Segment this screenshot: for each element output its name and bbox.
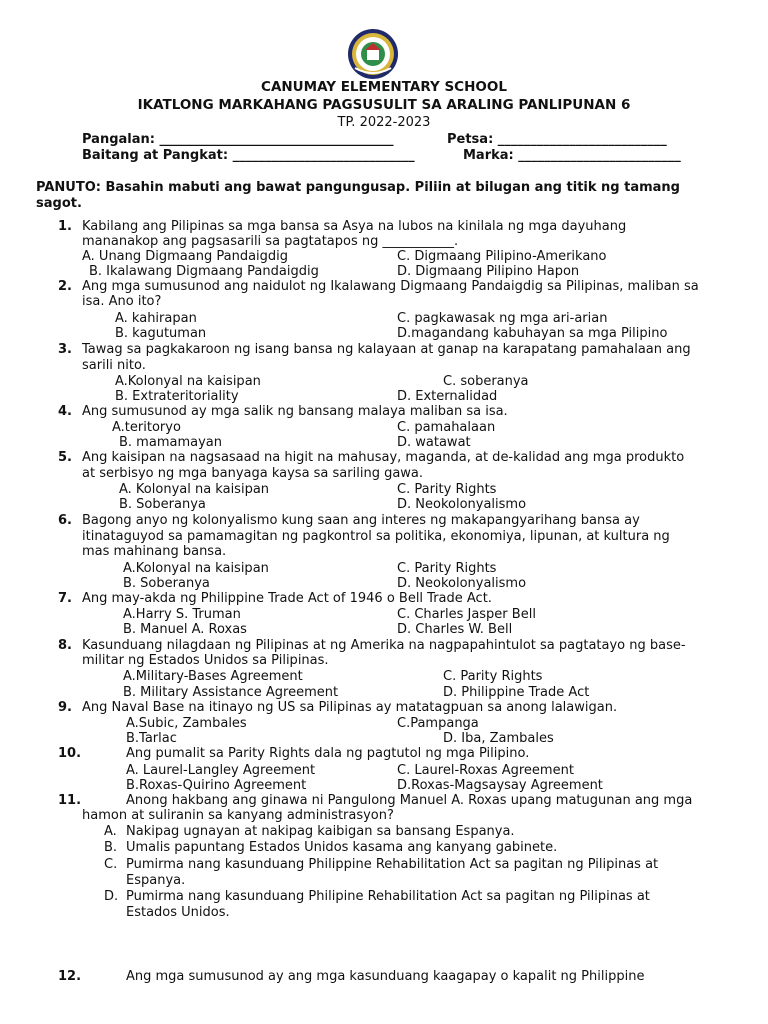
question-text: Anong hakbang ang ginawa ni Pangulong Manuel A. Roxas upang matugunan ang mga <box>126 793 693 808</box>
choice-b: B. Soberanya <box>123 576 210 591</box>
choice-a: A.Subic, Zambales <box>126 716 247 731</box>
choice-a: A.Harry S. Truman <box>123 607 241 622</box>
choice-b: B.Roxas-Quirino Agreement <box>126 778 307 793</box>
choice-c: C.Pampanga <box>397 716 479 731</box>
choice-d: D. Neokolonyalismo <box>397 497 527 512</box>
question-text: Ang may-akda ng Philippine Trade Act of 1946 o Bell Trade Act. <box>82 591 492 606</box>
choice-d: D. watawat <box>397 435 471 450</box>
choice-c: C. Charles Jasper Bell <box>397 607 536 622</box>
question-number: 10. <box>58 746 82 761</box>
question-number: 5. <box>58 450 72 465</box>
question-text: Ang mga sumusunod ay ang mga kasunduang kaagapay o kapalit ng Philippine <box>126 969 645 984</box>
choice-b: B. Ikalawang Digmaang Pandaigdig <box>89 264 319 279</box>
choice-b: B. mamamayan <box>119 435 222 450</box>
question-text: Ang sumusunod ay mga salik ng bansang malaya maliban sa isa. <box>82 404 508 419</box>
choice-d: D. Iba, Zambales <box>443 731 554 746</box>
choice-c: C. soberanya <box>443 374 529 389</box>
school-year: TP. 2022-2023 <box>337 115 431 130</box>
choice-b: B. Soberanya <box>119 497 206 512</box>
exam-title: IKATLONG MARKAHANG PAGSUSULIT SA ARALING PANLIPUNAN 6 <box>137 97 631 113</box>
school-name: CANUMAY ELEMENTARY SCHOOL <box>261 79 507 95</box>
grade-section-field: Baitang at Pangkat: ____________________________ <box>82 148 415 163</box>
choice-c: C. Parity Rights <box>397 482 497 497</box>
question-text: sarili nito. <box>82 358 146 373</box>
score-field: Marka: _________________________ <box>463 148 681 163</box>
question-number: 11. <box>58 793 82 808</box>
question-number: 3. <box>58 342 72 357</box>
question-text: Tawag sa pagkakaroon ng isang bansa ng kalayaan at ganap na karapatang pamahalaan ang <box>82 342 691 357</box>
question-text: Kabilang ang Pilipinas sa mga bansa sa Asya na lubos na kinilala ng mga dayuhang <box>82 219 627 234</box>
question-text: at serbisyo ng mga banyaga kaysa sa sariling gawa. <box>82 466 424 481</box>
choice-d: D. Digmaang Pilipino Hapon <box>397 264 580 279</box>
question-text: itinataguyod sa pamamagitan ng pagkontrol sa politika, ekonomiya, lipunan, at kultura ng <box>82 529 670 544</box>
school-seal-logo <box>347 28 399 80</box>
choice-b: B. kagutuman <box>115 326 207 341</box>
question-text: mananakop ang pagsasarili sa pagtatapos ng ___________. <box>82 234 459 249</box>
choice-a: A.teritoryo <box>112 420 181 435</box>
question-text: militar ng Estados Unidos sa Pilipinas. <box>82 653 329 668</box>
question-number: 2. <box>58 279 72 294</box>
choice-a: A. Kolonyal na kaisipan <box>119 482 270 497</box>
choice-letter-d: D. <box>104 889 119 904</box>
question-text: Kasunduang nilagdaan ng Pilipinas at ng Amerika na nagpapahintulot sa pagtatayo ng base- <box>82 638 686 653</box>
choice-a: A.Kolonyal na kaisipan <box>123 561 269 576</box>
choice-c: C. Digmaang Pilipino-Amerikano <box>397 249 607 264</box>
choice-d-text: Estados Unidos. <box>126 905 230 920</box>
question-text: Ang pumalit sa Parity Rights dala ng pagtutol ng mga Pilipino. <box>126 746 530 761</box>
instructions-line-2: sagot. <box>36 196 82 211</box>
question-text: Bagong anyo ng kolonyalismo kung saan ang interes ng makapangyarihang bansa ay <box>82 513 640 528</box>
choice-c-text: Pumirma nang kasunduang Philippine Rehabilitation Act sa pagitan ng Pilipinas at <box>126 857 659 872</box>
choice-a-text: Nakipag ugnayan at nakipag kaibigan sa bansang Espanya. <box>126 824 515 839</box>
choice-letter-a: A. <box>104 824 117 839</box>
choice-c-text: Espanya. <box>126 873 186 888</box>
choice-c: C. Parity Rights <box>397 561 497 576</box>
choice-a: A.Military-Bases Agreement <box>123 669 303 684</box>
choice-b: B. Manuel A. Roxas <box>123 622 247 637</box>
choice-b: B.Tarlac <box>126 731 177 746</box>
choice-c: C. pagkawasak ng mga ari-arian <box>397 311 608 326</box>
question-number: 8. <box>58 638 72 653</box>
choice-a: A.Kolonyal na kaisipan <box>115 374 261 389</box>
question-number: 4. <box>58 404 72 419</box>
question-text: Ang mga sumusunod ang naidulot ng Ikalawang Digmaang Pandaigdig sa Pilipinas, maliban sa <box>82 279 699 294</box>
choice-letter-c: C. <box>104 857 118 872</box>
question-text: Ang kaisipan na nagsasaad na higit na mahusay, maganda, at de-kalidad ang mga produkto <box>82 450 685 465</box>
choice-c: C. Parity Rights <box>443 669 543 684</box>
choice-b-text: Umalis papuntang Estados Unidos kasama ang kanyang gabinete. <box>126 840 558 855</box>
choice-d: D. Charles W. Bell <box>397 622 513 637</box>
question-text: mas mahinang bansa. <box>82 544 227 559</box>
question-number: 7. <box>58 591 72 606</box>
choice-b: B. Extrateritoriality <box>115 389 239 404</box>
choice-a: A. Unang Digmaang Pandaigdig <box>82 249 289 264</box>
choice-b: B. Military Assistance Agreement <box>123 685 339 700</box>
choice-d-text: Pumirma nang kasunduang Philipine Rehabilitation Act sa pagitan ng Pilipinas at <box>126 889 650 904</box>
name-field: Pangalan: ____________________________________ <box>82 132 394 147</box>
choice-c: C. Laurel-Roxas Agreement <box>397 763 574 778</box>
question-text: hamon at suliranin sa kanyang administrasyon? <box>82 808 394 823</box>
question-number: 12. <box>58 969 82 984</box>
instructions-line-1: PANUTO: Basahin mabuti ang bawat pangungusap. Piliin at bilugan ang titik ng tamang <box>36 180 680 195</box>
question-text: Ang Naval Base na itinayo ng US sa Pilipinas ay matatagpuan sa anong lalawigan. <box>82 700 618 715</box>
choice-d: D.magandang kabuhayan sa mga Pilipino <box>397 326 668 341</box>
choice-d: D.Roxas-Magsaysay Agreement <box>397 778 603 793</box>
choice-d: D. Philippine Trade Act <box>443 685 590 700</box>
question-number: 6. <box>58 513 72 528</box>
choice-c: C. pamahalaan <box>397 420 496 435</box>
question-text: isa. Ano ito? <box>82 294 162 309</box>
choice-d: D. Neokolonyalismo <box>397 576 527 591</box>
choice-d: D. Externalidad <box>397 389 498 404</box>
date-field: Petsa: __________________________ <box>447 132 667 147</box>
question-number: 1. <box>58 219 72 234</box>
question-number: 9. <box>58 700 72 715</box>
choice-a: A. Laurel-Langley Agreement <box>126 763 316 778</box>
choice-letter-b: B. <box>104 840 118 855</box>
choice-a: A. kahirapan <box>115 311 197 326</box>
